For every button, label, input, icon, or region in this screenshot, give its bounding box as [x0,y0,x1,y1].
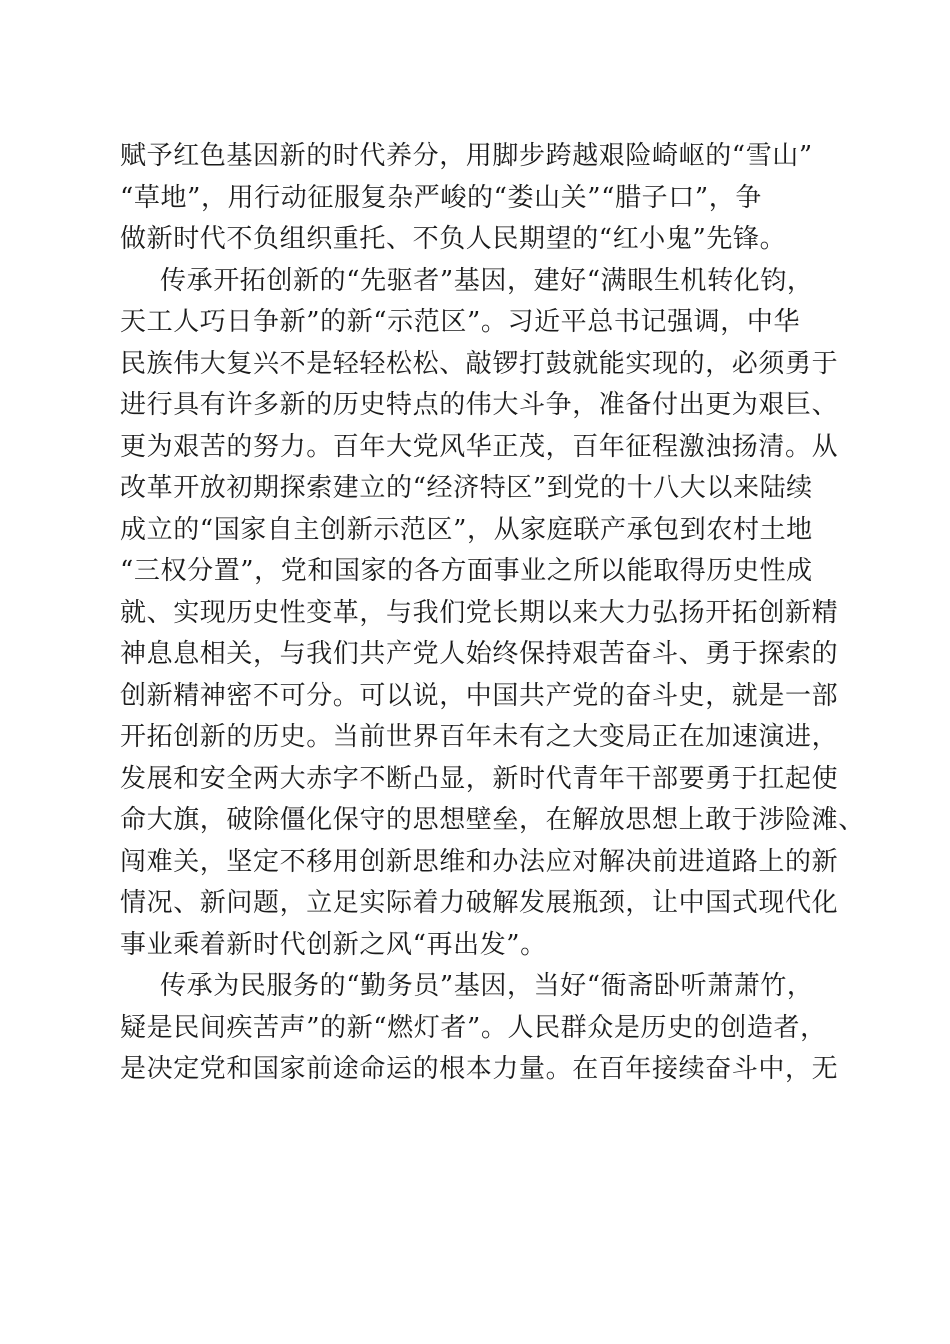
paragraph [120,966,839,1091]
text-line: 情况、新问题，立足实际着力破解发展瓶颈，让中国式现代化 [120,888,839,918]
text-line: 疑是民间疾苦声”的新“燃灯者”。人民群众是历史的创造者， [120,1012,827,1043]
text-line: “三权分置”，党和国家的各方面事业之所以能取得历史性成 [120,556,813,586]
body-text [120,136,865,1091]
text-line: 更为艰苦的努力。百年大党风华正茂，百年征程激浊扬清。从 [120,431,839,462]
text-line: 改革开放初期探索建立的“经济特区”到党的十八大以来陆续 [120,473,813,503]
text-line: 就、实现历史性变革，与我们党长期以来大力弘扬开拓创新精 [120,597,839,628]
text-line: 神息息相关，与我们共产党人始终保持艰苦奋斗、勇于探索的 [120,639,839,669]
text-line: 赋予红色基因新的时代养分，用脚步跨越艰险崎岖的“雪山” [120,141,813,171]
text-line: 命大旗，破除僵化保守的思想壁垒，在解放思想上敢于涉险滩、 [120,805,865,835]
text-line: 进行具有许多新的历史特点的伟大斗争，准备付出更为艰巨、 [120,390,839,420]
text-line: 成立的“国家自主创新示范区”，从家庭联产承包到农村土地 [120,514,813,545]
text-line: “草地”，用行动征服复杂严峻的“娄山关”“腊子口”，争 [120,182,762,213]
text-line: 事业乘着新时代创新之风“再出发”。 [120,929,547,960]
text-line: 闯难关，坚定不移用创新思维和办法应对解决前进道路上的新 [120,846,839,877]
text-line: 做新时代不负组织重托、不负人民期望的“红小鬼”先锋。 [120,224,787,254]
text-line: 民族伟大复兴不是轻轻松松、敲锣打鼓就能实现的，必须勇于 [120,348,839,379]
text-line: 传承开拓创新的“先驱者”基因，建好“满眼生机转化钧， [160,265,814,296]
text-line: 发展和安全两大赤字不断凸显，新时代青年干部要勇于扛起使 [120,763,839,794]
text-line: 是决定党和国家前途命运的根本力量。在百年接续奋斗中，无 [120,1054,839,1084]
paragraph [120,136,830,261]
text-line: 创新精神密不可分。可以说，中国共产党的奋斗史，就是一部 [120,680,839,711]
text-line: 开拓创新的历史。当前世界百年未有之大变局正在加速演进， [120,722,839,752]
text-line: 传承为民服务的“勤务员”基因，当好“衙斋卧听萧萧竹， [160,971,814,1001]
text-line: 天工人巧日争新”的新“示范区”。习近平总书记强调，中华 [120,307,801,337]
paragraph [120,261,865,967]
